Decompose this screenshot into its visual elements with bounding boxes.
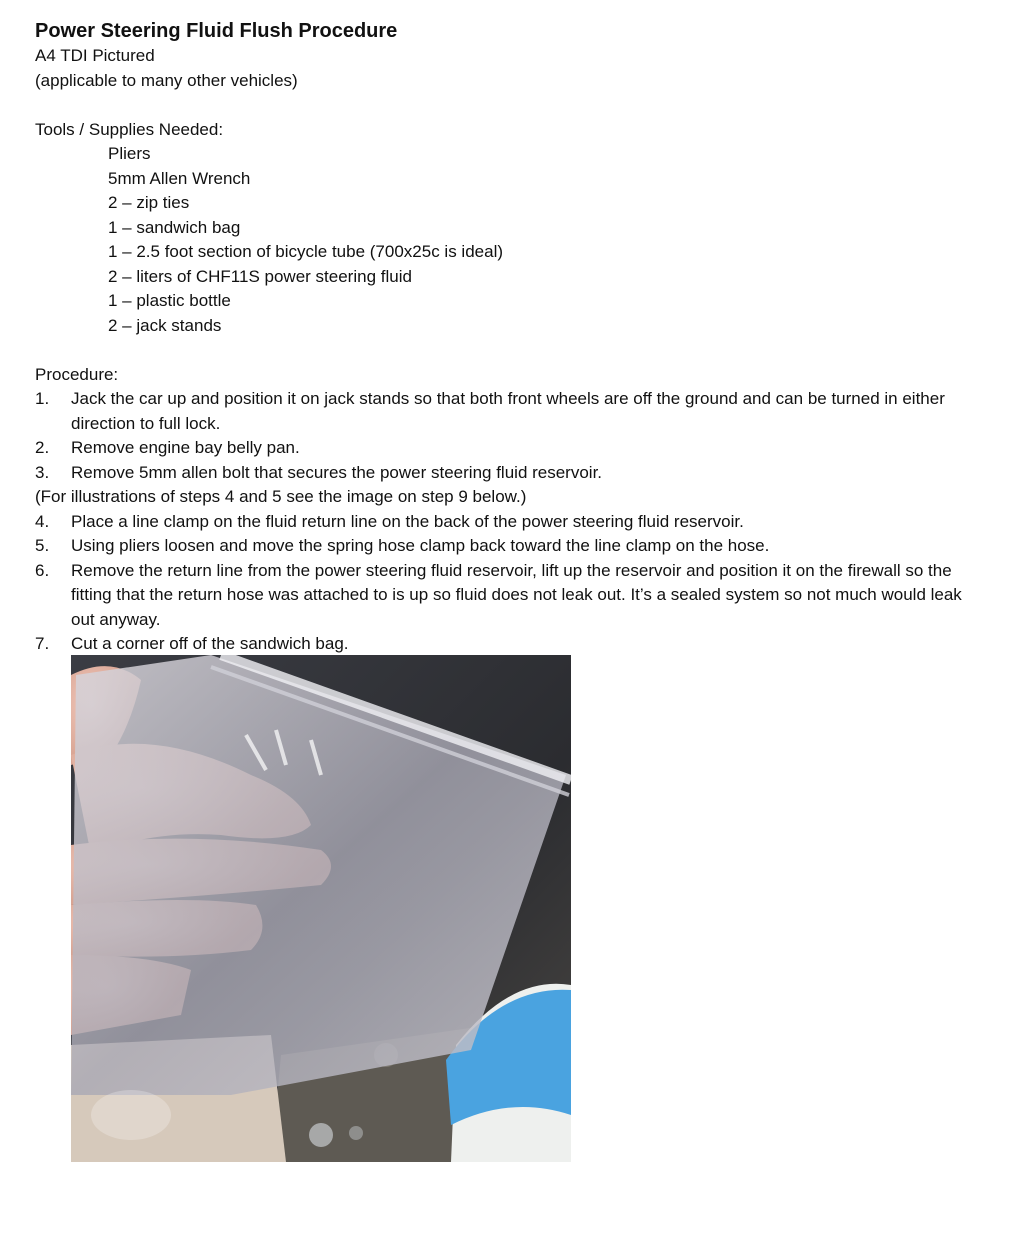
- procedure-steps: [35, 387, 985, 657]
- document-subtitle-note: (applicable to many other vehicles): [35, 70, 298, 90]
- step-text: Remove engine bay belly pan.: [71, 438, 300, 457]
- document-title: Power Steering Fluid Flush Procedure: [35, 20, 398, 42]
- step-number: 3.: [35, 462, 50, 482]
- step-number: 2.: [35, 438, 50, 457]
- procedure-step: [35, 632, 985, 657]
- procedure-step: [35, 534, 985, 559]
- tool-item: 5mm Allen Wrench: [108, 168, 251, 188]
- tool-item: Pliers: [108, 144, 151, 163]
- step-number: 1.: [35, 389, 50, 408]
- tools-list: [35, 142, 985, 338]
- step-text: Using pliers loosen and move the spring hose clamp back toward the line clamp on the hose.: [71, 536, 770, 555]
- tool-item: 2 – jack stands: [108, 315, 222, 335]
- illustration-note: (For illustrations of steps 4 and 5 see the image on step 9 below.): [35, 487, 527, 506]
- procedure-step: [35, 510, 985, 535]
- procedure-heading: Procedure:: [35, 364, 119, 384]
- step-text: Remove 5mm allen bolt that secures the power steering fluid reservoir.: [71, 462, 603, 482]
- step-text: Remove the return line from the power steering fluid reservoir, lift up the reservoir and position it on the firewall so the fitting that the return hose was attached to is up so fluid does not leak out. It’s a sealed system so not much would leak out anyway.: [71, 560, 962, 629]
- document-page: [35, 18, 985, 657]
- procedure-step: [35, 461, 985, 486]
- step-number: 5.: [35, 536, 50, 555]
- step-text: Place a line clamp on the fluid return line on the back of the power steering fluid reservoir.: [71, 511, 744, 531]
- document-subtitle: A4 TDI Pictured: [35, 46, 155, 65]
- step-text: Jack the car up and position it on jack stands so that both front wheels are off the ground and can be turned in either direction to full lock.: [71, 389, 945, 433]
- procedure-step: [35, 436, 985, 461]
- tool-item: 1 – plastic bottle: [108, 291, 231, 310]
- step-number: 7.: [35, 634, 50, 653]
- tool-item: 1 – sandwich bag: [108, 217, 241, 237]
- procedure-step: [35, 559, 985, 633]
- tool-item: 1 – 2.5 foot section of bicycle tube (700x25c is ideal): [108, 242, 504, 261]
- step-number: 4.: [35, 511, 50, 531]
- step-number: 6.: [35, 560, 50, 580]
- step-text: Cut a corner off of the sandwich bag.: [71, 634, 349, 653]
- tools-heading: Tools / Supplies Needed:: [35, 119, 224, 139]
- tool-item: 2 – zip ties: [108, 193, 190, 212]
- tool-item: 2 – liters of CHF11S power steering fluid: [108, 266, 412, 286]
- procedure-step: [35, 387, 985, 436]
- sandwich-bag-photo: [71, 655, 571, 1162]
